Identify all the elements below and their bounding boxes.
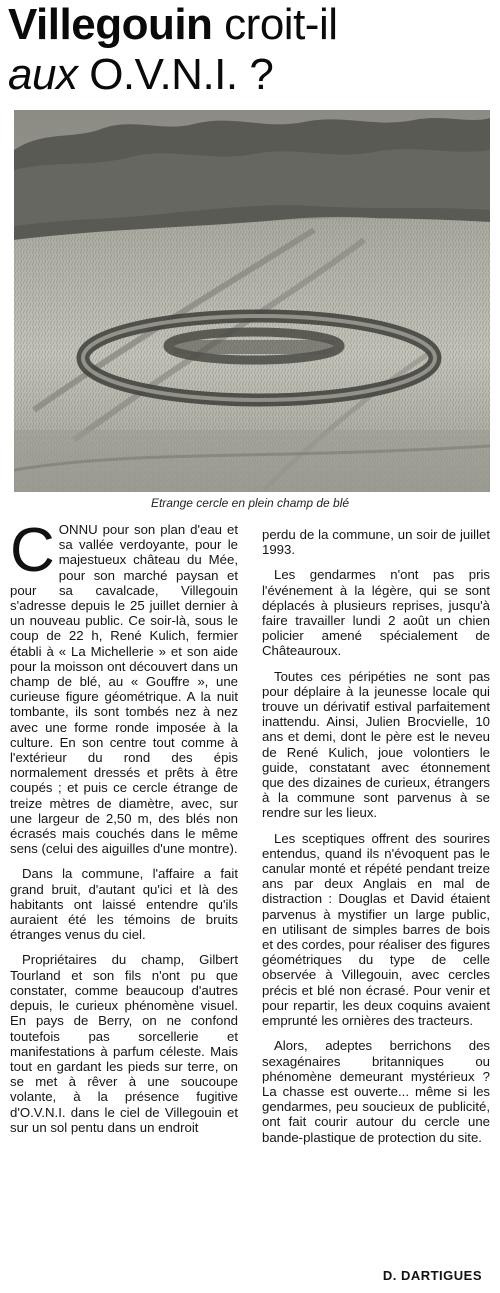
article-column-left (10, 516, 238, 1145)
headline-acronym: O.V.N.I. ? (89, 50, 274, 99)
headline-line-2 (8, 50, 496, 100)
photo-caption: Etrange cercle en plein champ de blé (150, 496, 350, 510)
headline-word-italic: aux (8, 50, 78, 99)
article-paragraph: Les gendarmes n'ont pas pris l'événement à la légère, qui se sont déplacés à plusieurs reprises, jusqu'à faire travailler lundi 2 août un chien policier amené spécialement de Châteauroux. (262, 567, 490, 659)
article-paragraph (10, 516, 238, 857)
headline-word-rest: croit-il (224, 0, 338, 49)
crop-circle-photo-drawing (14, 110, 490, 492)
article-column-right (262, 527, 490, 1155)
article-paragraph: Alors, adeptes berrichons des sexagénaires britanniques ou phénomène demeurant mystérieux ? La chasse est ouverte... même si les gendarmes, peu soucieux de publicité, ont fait courir autour du cercle une bande-plastique de protection du site. (262, 1038, 490, 1145)
article-paragraph: Dans la commune, l'affaire a fait grand bruit, d'autant qu'ici et là des habitants ont laissé entendre qu'ils auraient été les témoins de bruits étranges venus du ciel. (10, 866, 238, 943)
article-paragraph: Propriétaires du champ, Gilbert Tourland et son fils n'ont pu que constater, comme beaucoup d'autres depuis, le curieux phénomène visuel. En pays de Berry, on ne confond toutefois pas sorcellerie et manifestations à parfum céleste. Mais tout en gardant les pieds sur terre, on se met à rêver à une soucoupe volante, à la présence fugitive d'O.V.N.I. dans le ciel de Villegouin et sur un sol pentu dans un endroit (10, 952, 238, 1135)
headline-word-bold: Villegouin (8, 0, 213, 49)
article-paragraph: Les sceptiques offrent des sourires entendus, quand ils n'évoquent pas le canular monté et répété pendant treize ans par deux Anglais en mal de distraction : Douglas et David étaient parvenus à mystifier un large public, en utilisant de simples barres de bois et des cordes, pour réaliser des figures géométriques du type de celle observée à Villegouin, avec cercles précis et blé non écrasé. Pour venir et pour repartir, les deux coquins avaient emprunté les ornières des tracteurs. (262, 830, 490, 1029)
headline-line-1 (8, 0, 496, 50)
article-paragraph: Toutes ces péripéties ne sont pas pour déplaire à la jeunesse locale qui trouve un dérivatif estival parfaitement inattendu. Ainsi, Julien Brocvielle, 10 ans et demi, dont le père est le neveu de René Kulich, joue volontiers le guide, constatant avec étonnement que des dizaines de curieux, étrangers à la commune sont parvenus à se rendre sur les lieux. (262, 668, 490, 821)
crop-circle-photo (14, 110, 490, 492)
drop-cap: C (10, 516, 55, 585)
article-paragraph: perdu de la commune, un soir de juillet 1993. (262, 527, 490, 558)
article-paragraph-text: ONNU pour son plan d'eau et sa vallée verdoyante, pour le majestueux château du Mée, pour son marché paysan et pour sa cavalcade, Villegouin s'adresse depuis le 25 juillet dernier à un nouveau public. Ce soir-là, sous le coup de 22 h, René Kulich, fermier établi à « La Michellerie » et son aide pour la moisson ont découvert dans un champ de blé, au « Gouffre », une curieuse figure géométrique. A la nuit tombante, ils sont tombés nez à nez avec une forme ronde imposée à la culture. En son centre tout comme à l'extérieur du rond des épis normalement dressés et prêts à être coupés ; et puis ce cercle étrange de treize mètres de diamètre, avec, sur une largeur de 2,50 m, des blés non écrasés mais couchés dans le même sens (celui des aiguilles d'une montre). (10, 522, 238, 857)
headline (8, 0, 496, 100)
author-signature: D. DARTIGUES (382, 1268, 482, 1283)
